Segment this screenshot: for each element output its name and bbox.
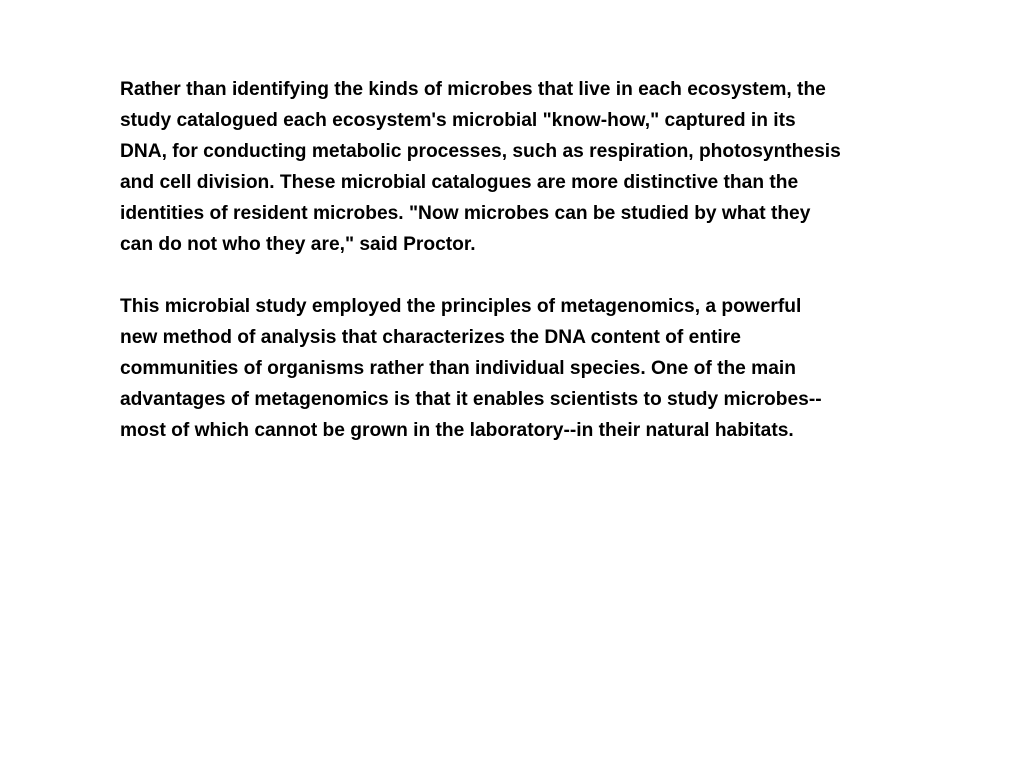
text-line: communities of organisms rather than individual species. One of the main — [120, 358, 796, 379]
text-line: most of which cannot be grown in the laboratory--in their natural habitats. — [120, 420, 794, 441]
paragraph-2 — [120, 291, 950, 446]
text-line: Rather than identifying the kinds of microbes that live in each ecosystem, the — [120, 79, 826, 100]
text-line: can do not who they are," said Proctor. — [120, 234, 476, 255]
text-line: identities of resident microbes. "Now microbes can be studied by what they — [120, 203, 811, 224]
text-line: This microbial study employed the principles of metagenomics, a powerful — [120, 296, 802, 317]
text-line: DNA, for conducting metabolic processes, such as respiration, photosynthesis — [120, 141, 841, 162]
text-line: and cell division. These microbial catalogues are more distinctive than the — [120, 172, 799, 193]
text-line: advantages of metagenomics is that it enables scientists to study microbes-- — [120, 389, 822, 410]
text-line: new method of analysis that characterizes the DNA content of entire — [120, 327, 741, 348]
paragraph-1 — [120, 74, 950, 260]
text-line: study catalogued each ecosystem's microbial "know-how," captured in its — [120, 110, 796, 131]
slide-body — [120, 74, 950, 477]
